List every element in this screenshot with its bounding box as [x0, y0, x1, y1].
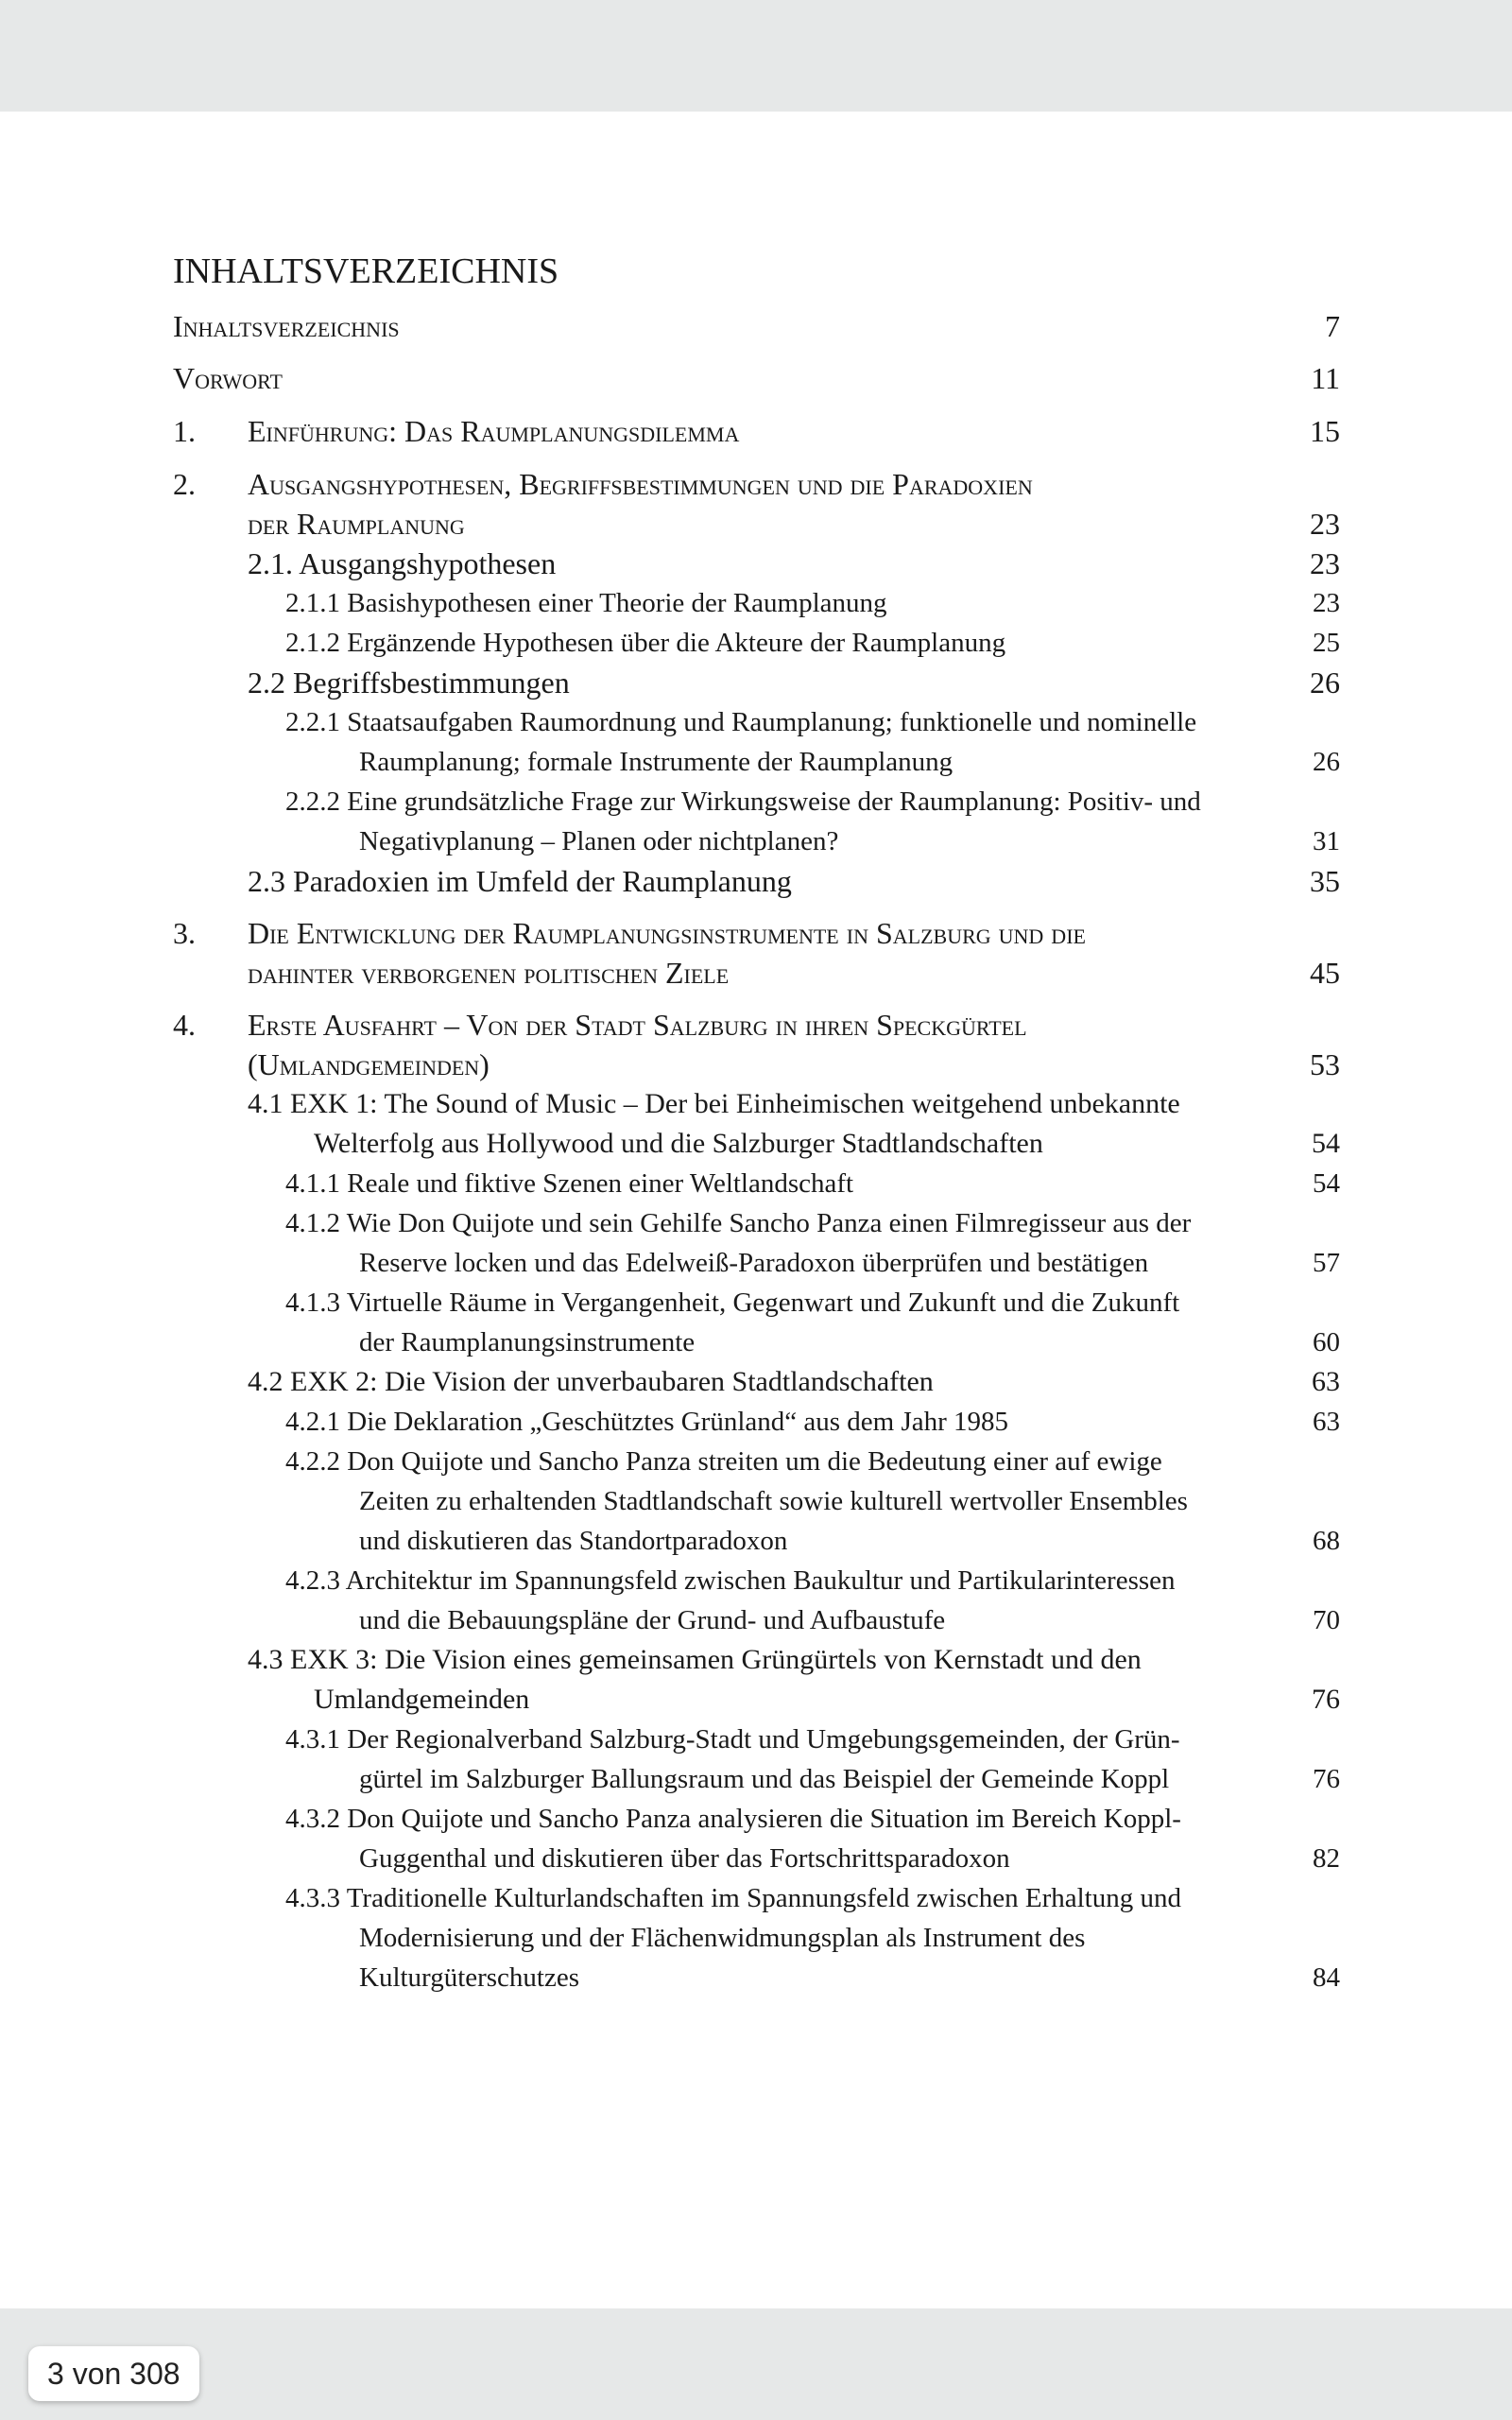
toc-subsection-label: 4.3.1 Der Regionalverband Salzburg-Stadt und Umgebungsgemeinden, der Grün-	[285, 1724, 1180, 1754]
toc-subsection-label: 2.2.2 Eine grundsätzliche Frage zur Wirkungsweise der Raumplanung: Positiv- und	[285, 786, 1201, 817]
toc-section-label: 2.1. Ausgangshypothesen	[248, 546, 557, 580]
toc-entry-page: 11	[1311, 361, 1340, 395]
toc-section-label: 4.1 EXK 1: The Sound of Music – Der bei Einheimischen weitgehend unbekannte	[248, 1088, 1180, 1119]
toc-entry-page: 35	[1310, 864, 1340, 898]
toc-subsection-label: Kulturgüterschutzes	[359, 1962, 580, 1993]
toc-subsection-label: gürtel im Salzburger Ballungsraum und das Beispiel der Gemeinde Koppl	[359, 1764, 1170, 1794]
toc-entry-label: Erste Ausfahrt – Von der Stadt Salzburg in ihren Speckgürtel	[248, 1008, 1027, 1042]
toc-section-label: 2.2 Begriffsbestimmungen	[248, 666, 570, 700]
toc-entry-label: Die Entwicklung der Raumplanungsinstrumente in Salzburg und die	[248, 916, 1086, 950]
toc-entry-page: 53	[1310, 1047, 1340, 1081]
page-indicator[interactable]: 3 von 308	[28, 2346, 199, 2401]
toc-section-label: 4.3 EXK 3: Die Vision eines gemeinsamen Grüngürtels von Kernstadt und den	[248, 1644, 1142, 1675]
toc-entry-page: 23	[1310, 546, 1340, 580]
toc-entry-page: 70	[1313, 1605, 1340, 1635]
toc-subsection-label: Modernisierung und der Flächenwidmungsplan als Instrument des	[359, 1923, 1086, 1953]
toc-subsection-label: 4.2.1 Die Deklaration „Geschütztes Grünland“ aus dem Jahr 1985	[285, 1407, 1009, 1437]
toc-entry-page: 60	[1313, 1327, 1340, 1357]
toc-chapter-number: 4.	[173, 1008, 196, 1042]
toc-subsection-label: 4.1.2 Wie Don Quijote und sein Gehilfe Sancho Panza einen Filmregisseur aus der	[285, 1208, 1192, 1238]
toc-section-label: 4.2 EXK 2: Die Vision der unverbaubaren Stadtlandschaften	[248, 1366, 934, 1397]
toc-subsection-label: 2.2.1 Staatsaufgaben Raumordnung und Raumplanung; funktionelle und nominelle	[285, 707, 1197, 737]
toc-chapter-number: 2.	[173, 467, 196, 501]
toc-subsection-label: der Raumplanungsinstrumente	[359, 1327, 696, 1357]
toc-entry-page: 84	[1313, 1962, 1340, 1993]
toc-subsection-label: und diskutieren das Standortparadoxon	[359, 1526, 788, 1556]
toc-entry-label: Vorwort	[173, 361, 283, 395]
toc-chapter-number: 3.	[173, 916, 196, 950]
toc-entry-page: 25	[1313, 628, 1340, 658]
toc-entry-label: Einführung: Das Raumplanungsdilemma	[248, 414, 740, 448]
toc-subsection-label: Raumplanung; formale Instrumente der Raumplanung	[359, 747, 954, 777]
toc-section-label: 2.3 Paradoxien im Umfeld der Raumplanung	[248, 864, 792, 898]
toc-entry-page: 76	[1313, 1764, 1340, 1794]
toc-entry-label: (Umlandgemeinden)	[248, 1047, 490, 1081]
toc-entry-page: 7	[1325, 309, 1340, 343]
toc-entry-label: der Raumplanung	[248, 507, 465, 541]
toc-section-label: Umlandgemeinden	[314, 1684, 530, 1715]
toc-subsection-label: 4.3.2 Don Quijote und Sancho Panza analysieren die Situation im Bereich Koppl-	[285, 1804, 1181, 1834]
toc-subsection-label: 4.2.2 Don Quijote und Sancho Panza streiten um die Bedeutung einer auf ewige	[285, 1446, 1162, 1477]
toc-subsection-label: Zeiten zu erhaltenden Stadtlandschaft sowie kulturell wertvoller Ensembles	[359, 1486, 1188, 1516]
toc-entry-page: 26	[1310, 666, 1340, 700]
toc-entry-page: 54	[1313, 1168, 1340, 1199]
viewer-bottom-bar	[0, 2308, 1512, 2420]
toc-entry-page: 23	[1313, 588, 1340, 618]
toc-section-label: Welterfolg aus Hollywood und die Salzburger Stadtlandschaften	[314, 1128, 1043, 1159]
toc-chapter-number: 1.	[173, 414, 196, 448]
toc-entry-page: 76	[1312, 1684, 1340, 1715]
toc-entry-page: 68	[1313, 1526, 1340, 1556]
toc-subsection-label: 4.2.3 Architektur im Spannungsfeld zwischen Baukultur und Partikularinteressen	[285, 1565, 1176, 1596]
toc-entry-page: 26	[1313, 747, 1340, 777]
toc-entry-page: 54	[1312, 1128, 1340, 1159]
toc-entry-page: 45	[1310, 956, 1340, 990]
toc-subsection-label: 2.1.1 Basishypothesen einer Theorie der Raumplanung	[285, 588, 887, 618]
toc-subsection-label: 4.3.3 Traditionelle Kulturlandschaften im Spannungsfeld zwischen Erhaltung und	[285, 1883, 1181, 1913]
toc-entry-page: 57	[1313, 1248, 1340, 1278]
toc-subsection-label: Guggenthal und diskutieren über das Fortschrittsparadoxon	[359, 1843, 1010, 1874]
toc-entry-page: 23	[1310, 507, 1340, 541]
toc-subsection-label: Reserve locken und das Edelweiß-Paradoxon überprüfen und bestätigen	[359, 1248, 1149, 1278]
toc-entry-page: 63	[1313, 1407, 1340, 1437]
toc-subsection-label: und die Bebauungspläne der Grund- und Aufbaustufe	[359, 1605, 946, 1635]
toc-entry-label: dahinter verborgenen politischen Ziele	[248, 956, 730, 990]
page-title: INHALTSVERZEICHNIS	[173, 251, 559, 291]
toc-entry-page: 63	[1312, 1366, 1340, 1397]
toc-entry-label: Ausgangshypothesen, Begriffsbestimmungen und die Paradoxien	[248, 467, 1033, 501]
toc-subsection-label: 2.1.2 Ergänzende Hypothesen über die Akteure der Raumplanung	[285, 628, 1006, 658]
toc-entry-page: 15	[1310, 414, 1340, 448]
toc-entry-page: 82	[1313, 1843, 1340, 1874]
toc-entry-page: 31	[1313, 826, 1340, 856]
toc-subsection-label: 4.1.3 Virtuelle Räume in Vergangenheit, Gegenwart und Zukunft und die Zukunft	[285, 1288, 1180, 1318]
toc-subsection-label: Negativplanung – Planen oder nichtplanen?	[359, 826, 839, 856]
toc-entry-label: Inhaltsverzeichnis	[173, 309, 400, 343]
toc-subsection-label: 4.1.1 Reale und fiktive Szenen einer Weltlandschaft	[285, 1168, 854, 1199]
